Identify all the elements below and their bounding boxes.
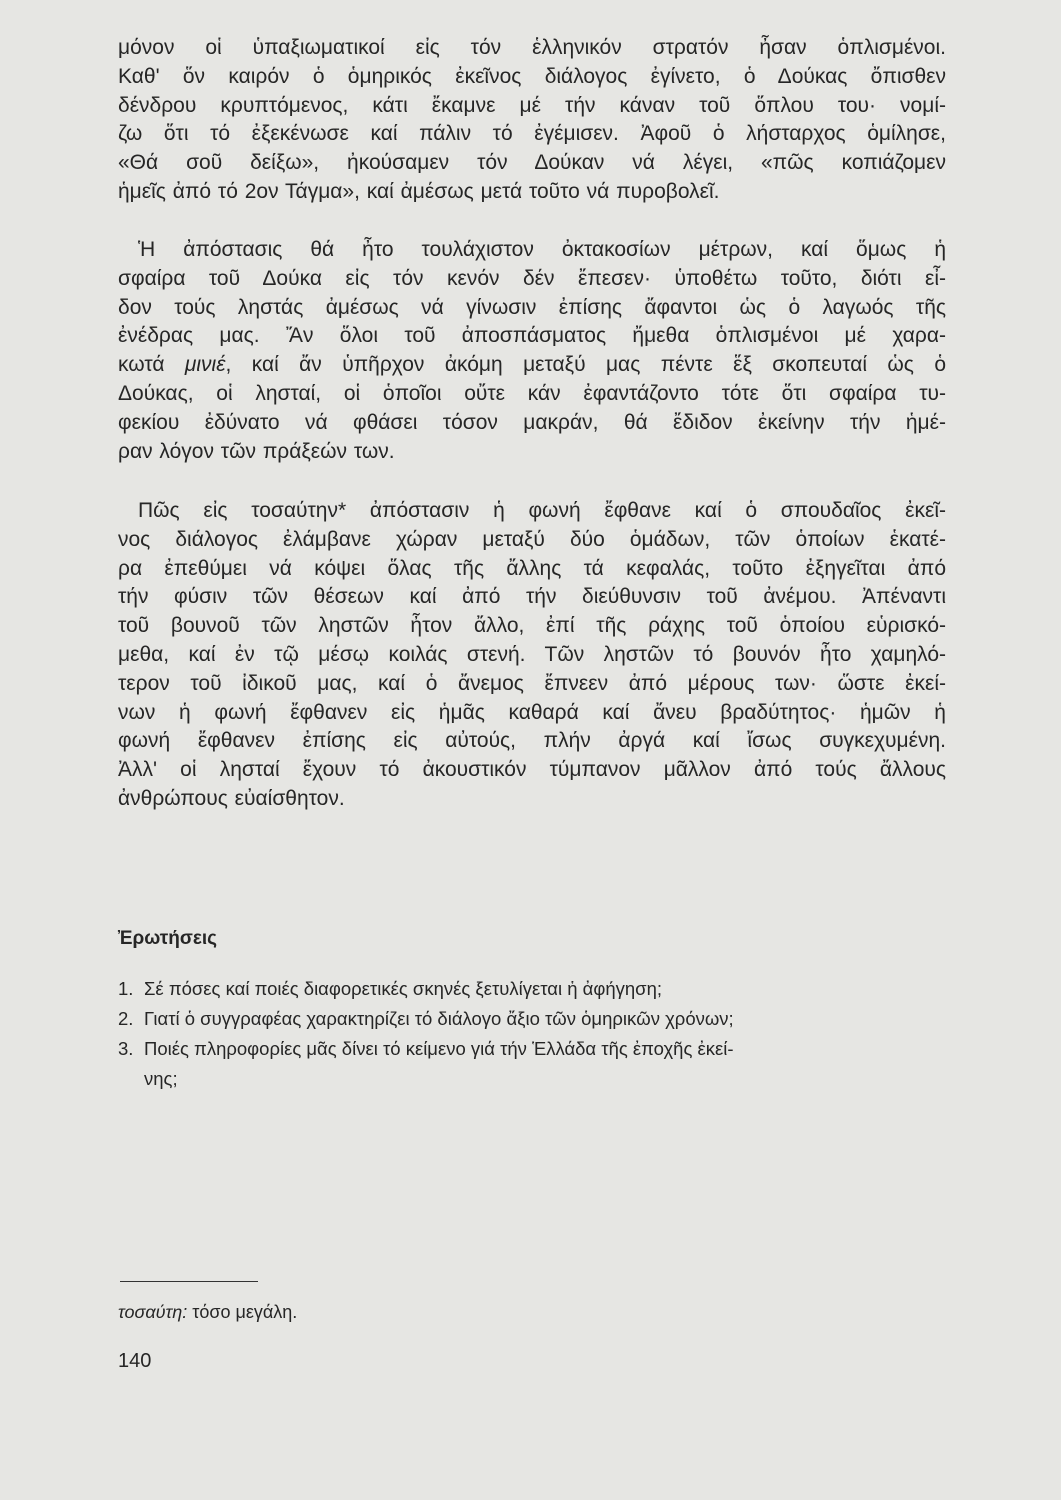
question-number: 3.: [118, 1038, 134, 1059]
footnote-rule: [120, 1281, 258, 1282]
question-2: [118, 1004, 958, 1034]
text-line: Ἡ ἀπόστασις θά ἦτο τουλάχιστον ὀκτακοσίων μέτρων, καί ὅμως ἡ: [138, 238, 946, 261]
text-line: Δούκας, οἱ λησταί, οἱ ὁποῖοι οὔτε κάν ἐφαντάζοντο τότε ὅτι σφαίρα τυ-: [118, 381, 946, 405]
question-3: [118, 1034, 958, 1094]
text-line: φωνή ἔφθανεν ἐπίσης εἰς αὐτούς, πλήν ἀργά καί ἴσως συγκεχυμένη.: [118, 729, 946, 753]
text-line: τοῦ βουνοῦ τῶν ληστῶν ἦτον ἄλλο, ἐπί τῆς ράχης τοῦ ὁποίου εὑρισκό-: [118, 614, 946, 638]
text-line: δον τούς ληστάς ἀμέσως νά γίνωσιν ἐπίσης ἄφαντοι ὡς ὁ λαγωός τῆς: [118, 295, 946, 319]
question-1: [118, 974, 958, 1004]
text-line: κωτά μινιέ, καί ἄν ὑπῆρχον ἀκόμη μεταξύ μας πέντε ἕξ σκοπευταί ὡς ὁ: [118, 353, 946, 377]
text-line: νος διάλογος ἐλάμβανε χώραν μεταξύ δύο ὁμάδων, τῶν ὁποίων ἑκατέ-: [118, 527, 946, 551]
question-text: Γιατί ὁ συγγραφέας χαρακτηρίζει τό διάλογο ἄξιο τῶν ὁμηρικῶν χρόνων;: [144, 1008, 734, 1029]
text-line: ἀνθρώπους εὐαίσθητον.: [118, 786, 345, 810]
text-line: ἡμεῖς ἀπό τό 2ον Τάγμα», καί ἀμέσως μετά τοῦτο νά πυροβολεῖ.: [118, 179, 720, 203]
footnote: [118, 1302, 297, 1323]
text-line: ρα ἐπεθύμει νά κόψει ὅλας τῆς ἄλλης τά κεφαλάς, τοῦτο ἐξηγεῖται ἀπό: [118, 556, 946, 580]
text-line: Καθ' ὅν καιρόν ὁ ὁμηρικός ἐκεῖνος διάλογος ἐγίνετο, ὁ Δούκας ὄπισθεν: [118, 64, 946, 88]
text-line: Ἀλλ' οἱ λησταί ἔχουν τό ἀκουστικόν τύμπανον μᾶλλον ἀπό τούς ἄλλους: [118, 758, 946, 782]
text-line: μεθα, καί ἐν τῷ μέσῳ κοιλάς στενή. Τῶν ληστῶν τό βουνόν ἦτο χαμηλό-: [118, 642, 946, 666]
questions-heading: Ἐρωτήσεις: [118, 928, 218, 949]
text-line: τερον τοῦ ἰδικοῦ μας, καί ὁ ἄνεμος ἔπνεεν ἀπό μέρους των· ὥστε ἐκεί-: [118, 671, 946, 695]
page-number: 140: [118, 1350, 152, 1372]
footnote-term: τοσαύτη:: [118, 1302, 188, 1322]
footnote-definition: τόσο μεγάλη.: [192, 1302, 298, 1322]
text-line: δένδρου κρυπτόμενος, κάτι ἔκαμνε μέ τήν κάναν τοῦ ὅπλου του· νομί-: [118, 93, 946, 117]
text-line: «Θά σοῦ δείξω», ἠκούσαμεν τόν Δούκαν νά λέγει, «πῶς κοπιάζομεν: [118, 151, 946, 175]
paragraph-3: [118, 497, 946, 814]
question-text: Σέ πόσες καί ποιές διαφορετικές σκηνές ξετυλίγεται ἡ ἀφήγηση;: [144, 978, 663, 999]
text-line: σφαίρα τοῦ Δούκα εἰς τόν κενόν δέν ἔπεσεν· ὑποθέτω τοῦτο, διότι εἶ-: [118, 266, 946, 290]
text-line: ζω ὅτι τό ἐξεκένωσε καί πάλιν τό ἐγέμισεν. Ἀφοῦ ὁ λήσταρχος ὁμίλησε,: [118, 122, 946, 146]
question-number: 1.: [118, 978, 134, 999]
paragraph-2: [118, 236, 946, 466]
question-text: Ποιές πληροφορίες μᾶς δίνει τό κείμενο γιά τήν Ἑλλάδα τῆς ἐποχῆς ἐκεί-: [144, 1038, 734, 1059]
text-line: τήν φύσιν τῶν θέσεων καί ἀπό τήν διεύθυνσιν τοῦ ἀνέμου. Ἀπέναντι: [118, 585, 946, 609]
text-line: ἐνέδρας μας. Ἄν ὅλοι τοῦ ἀποσπάσματος ἤμεθα ὁπλισμένοι μέ χαρα-: [118, 324, 946, 348]
text-line: ραν λόγον τῶν πράξεών των.: [118, 439, 395, 463]
text-line: Πῶς εἰς τοσαύτην* ἀπόστασιν ἡ φωνή ἔφθανε καί ὁ σπουδαῖος ἐκεῖ-: [138, 499, 946, 522]
text-line: νων ἡ φωνή ἔφθανεν εἰς ἡμᾶς καθαρά καί ἄνευ βραδύτητος· ἡμῶν ἡ: [118, 700, 946, 724]
text-line: φεκίου ἐδύνατο νά φθάσει τόσον μακράν, θά ἔδιδον ἐκείνην τήν ἡμέ-: [118, 410, 946, 434]
question-number: 2.: [118, 1008, 134, 1029]
paragraph-1: [118, 34, 946, 207]
text-line: μόνον οἱ ὑπαξιωματικοί εἰς τόν ἑλληνικόν στρατόν ἦσαν ὁπλισμένοι.: [118, 36, 946, 59]
question-text-continued: νης;: [144, 1068, 178, 1089]
